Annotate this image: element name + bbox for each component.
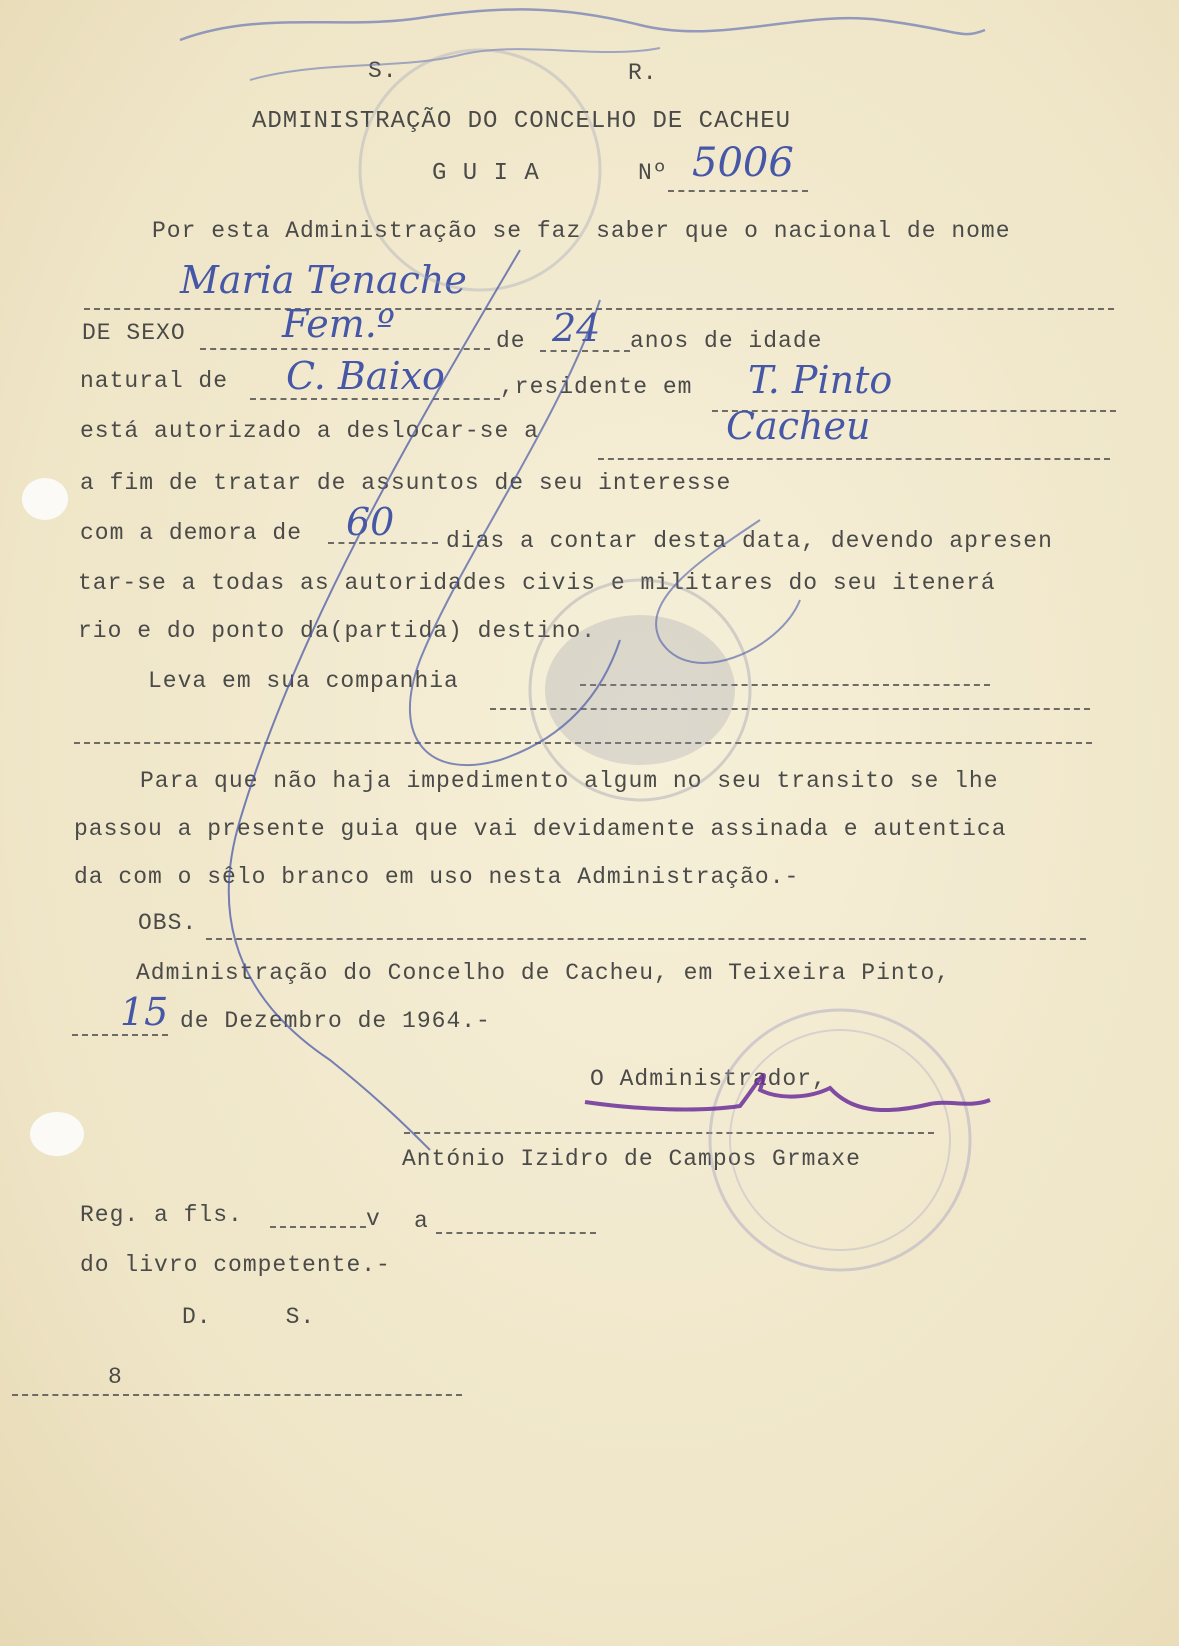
age-label: de bbox=[496, 328, 526, 354]
duration-label: com a demora de bbox=[80, 520, 303, 546]
signature-role: O Administrador, bbox=[590, 1066, 827, 1092]
resident-value: T. Pinto bbox=[748, 358, 893, 402]
header-initial-r: R. bbox=[628, 60, 658, 86]
top-handwritten-annotation bbox=[180, 9, 985, 40]
authority-title: ADMINISTRAÇÃO DO CONCELHO DE CACHEU bbox=[252, 108, 792, 135]
age-value: 24 bbox=[552, 306, 601, 350]
closing-para-1: Para que não haja impedimento algum no seu transito se lhe bbox=[140, 768, 999, 794]
date-rest: de Dezembro de 1964.- bbox=[180, 1008, 491, 1034]
registry-book: do livro competente.- bbox=[80, 1252, 391, 1278]
purpose-text: a fim de tratar de assuntos de seu interesse bbox=[80, 470, 732, 496]
punch-hole-bottom bbox=[30, 1112, 84, 1156]
intro-text: Por esta Administração se faz saber que o nacional de nome bbox=[152, 218, 1011, 244]
sex-label: DE SEXO bbox=[82, 320, 186, 346]
registry-ds: D. S. bbox=[182, 1304, 316, 1330]
registry-a-line bbox=[436, 1232, 596, 1234]
sex-value: Fem.º bbox=[282, 302, 395, 346]
registry-fls-line bbox=[270, 1226, 366, 1228]
number-label: Nº bbox=[638, 160, 668, 186]
authorities-line: tar-se a todas as autoridades civis e militares do seu itenerá bbox=[78, 570, 996, 596]
resident-label: ,residente em bbox=[500, 374, 693, 400]
company-label: Leva em sua companhia bbox=[148, 668, 459, 694]
number-underline bbox=[668, 190, 808, 192]
age-suffix: anos de idade bbox=[630, 328, 823, 354]
natural-label: natural de bbox=[80, 368, 229, 394]
signature-name: António Izidro de Campos Grmaxe bbox=[402, 1146, 861, 1172]
obs-label: OBS. bbox=[138, 910, 198, 936]
natural-line bbox=[250, 398, 500, 400]
page-number: 8 bbox=[108, 1364, 123, 1390]
day-line bbox=[72, 1034, 168, 1036]
name-value: Maria Tenache bbox=[180, 258, 467, 302]
document-type: G U I A bbox=[432, 160, 540, 187]
registry-a: a bbox=[414, 1208, 429, 1234]
duration-line bbox=[328, 542, 438, 544]
sex-line bbox=[200, 348, 490, 350]
destination-value: Cacheu bbox=[726, 404, 871, 448]
number-value: 5006 bbox=[692, 140, 794, 186]
registry-v: v bbox=[366, 1206, 381, 1232]
punch-hole-top bbox=[22, 478, 68, 520]
closing-para-2: passou a presente guia que vai devidamente assinada e autentica bbox=[74, 816, 1007, 842]
natural-value: C. Baixo bbox=[286, 354, 445, 398]
duration-suffix: dias a contar desta data, devendo apresen bbox=[446, 528, 1053, 554]
company-line-2 bbox=[490, 708, 1090, 710]
authorized-label: está autorizado a deslocar-se a bbox=[80, 418, 539, 444]
company-line-3 bbox=[74, 742, 1092, 744]
place-line: Administração do Concelho de Cacheu, em Teixeira Pinto, bbox=[136, 960, 951, 986]
closing-para-3: da com o sêlo branco em uso nesta Administração.- bbox=[74, 864, 800, 890]
administrator-seal bbox=[710, 1010, 970, 1270]
day-value: 15 bbox=[120, 990, 169, 1034]
itinerary-line: rio e do ponto da(partida) destino. bbox=[78, 618, 597, 644]
signature-line bbox=[404, 1132, 934, 1134]
registry-label: Reg. a fls. bbox=[80, 1202, 243, 1228]
duration-value: 60 bbox=[346, 500, 395, 544]
bottom-line bbox=[12, 1394, 462, 1396]
age-line bbox=[540, 350, 630, 352]
header-initial-s: S. bbox=[368, 58, 398, 84]
destination-line bbox=[598, 458, 1110, 460]
obs-line bbox=[206, 938, 1086, 940]
company-line-1 bbox=[580, 684, 990, 686]
